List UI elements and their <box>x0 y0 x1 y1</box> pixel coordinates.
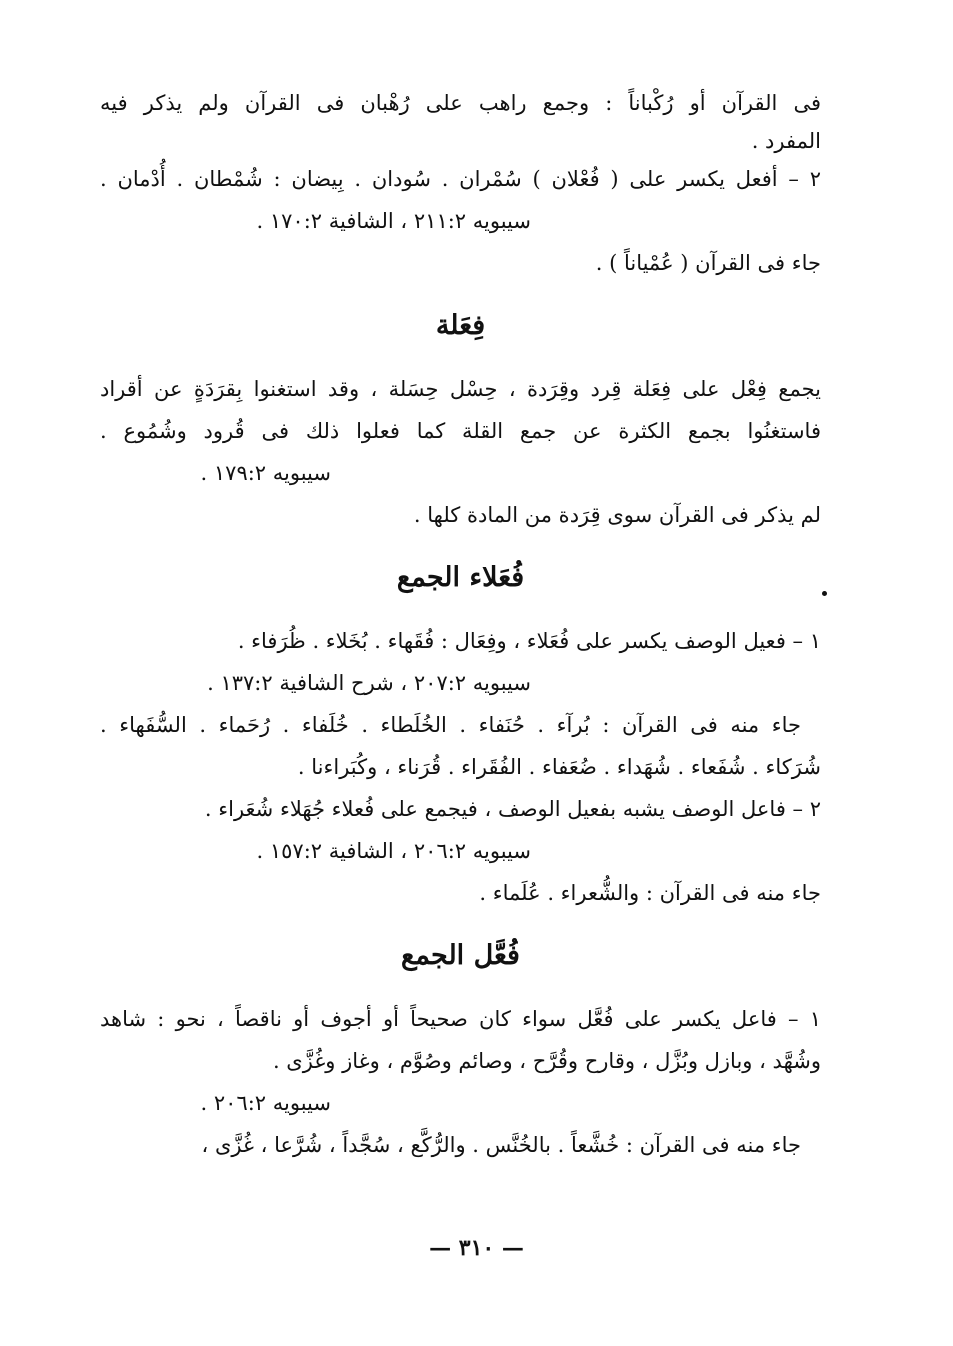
reference-line: سيبويه ٢٠٦:٢ . <box>200 1091 331 1115</box>
text-line: يجمع فِعْل على فِعَلة قِرد وقِرَدة ، حِسْل حِسَلة ، وقد استغنوا بِقرَدَةٍ عن أقراد <box>100 377 821 401</box>
text-line: شُرَكاء . شُفَعاء . شُهَداء . ضُعَفاء . الفُقَراء . قُرَناء ، وكُبَراءنا . <box>297 755 821 779</box>
text-line: جاء منه فى القرآن : والشُّعراء . عُلَماء . <box>479 881 821 905</box>
text-line: ١ – فعيل الوصف يكسر على فُعَلاء ، وفِعَال : فُقَهاء . بُخَلاء . ظُرَفاء . <box>237 629 821 653</box>
reference-line: سيبويه ١٧٩:٢ . <box>200 461 331 485</box>
text-line: لم يذكر فى القرآن سوى قِرَدة من المادة كلها . <box>413 503 821 527</box>
section-heading-fuaal: فُعَّل الجمع <box>401 940 520 971</box>
text-line: فاستغنُوا بجمع الكثرة عن جمع القلة كما فعلوا ذلك فى قُرود وشُمُوع . <box>100 419 821 443</box>
page-number: — ٣١٠ — <box>429 1235 524 1261</box>
text-line: ١ – فاعل يكسر على فُعَّل سواء كان صحيحاً أو أجوف أو ناقصاً ، نحو : شاهد <box>100 1007 821 1031</box>
text-line: فى القرآن أو رُكْباناً : وجمع راهب على رُهْبان فى القرآن ولم يذكر فيه <box>100 91 821 115</box>
section-fualaa <box>100 620 821 914</box>
reference-line: سيبويه ٢٠٦:٢ ، الشافية ١٥٧:٢ . <box>256 839 531 863</box>
section-fiala <box>100 368 821 536</box>
section-heading-fualaa: فُعَلاء الجمع <box>396 562 525 593</box>
section-heading-fiala: فِعَلة <box>435 310 486 341</box>
text-line: المفرد . <box>751 129 821 153</box>
reference-line: سيبويه ٢٠٧:٢ ، شرح الشافية ١٣٧:٢ . <box>207 671 531 695</box>
section-fulan <box>100 82 821 284</box>
stray-dot <box>822 591 827 596</box>
text-line: جاء فى القرآن ( عُمْياناً ) . <box>595 251 821 275</box>
section-fuaal <box>100 998 821 1166</box>
text-line: جاء منه فى القرآن : خُشَّعاً . بالخُنَّس . والرُّكَّع ، سُجَّداً ، شُرَّعا ، غُزَّى ، <box>201 1133 801 1157</box>
reference-line: سيبويه ٢١١:٢ ، الشافية ١٧٠:٢ . <box>256 209 531 233</box>
text-line: وشُهَّد ، وبازل وبُزَّل ، وقارح وقُرَّح ، وصائم وصُوَّم ، وغاز وغُزَّى . <box>272 1049 821 1073</box>
text-line: جاء منه فى القرآن : بُرآء . حُنَفاء . الخُلَطاء . خُلَفاء . رُحَماء . السُّفَهاء . <box>100 713 801 737</box>
text-line: ٢ – أفعل يكسر على ( فُعْلان ) سُمْران . سُودان . بِيضان : شُمْطان . أُدْمان . <box>100 167 821 191</box>
text-line: ٢ – فاعل الوصف يشبه بفعيل الوصف ، فيجمع على فُعلاء جُهَلاء شُعَراء . <box>204 797 821 821</box>
